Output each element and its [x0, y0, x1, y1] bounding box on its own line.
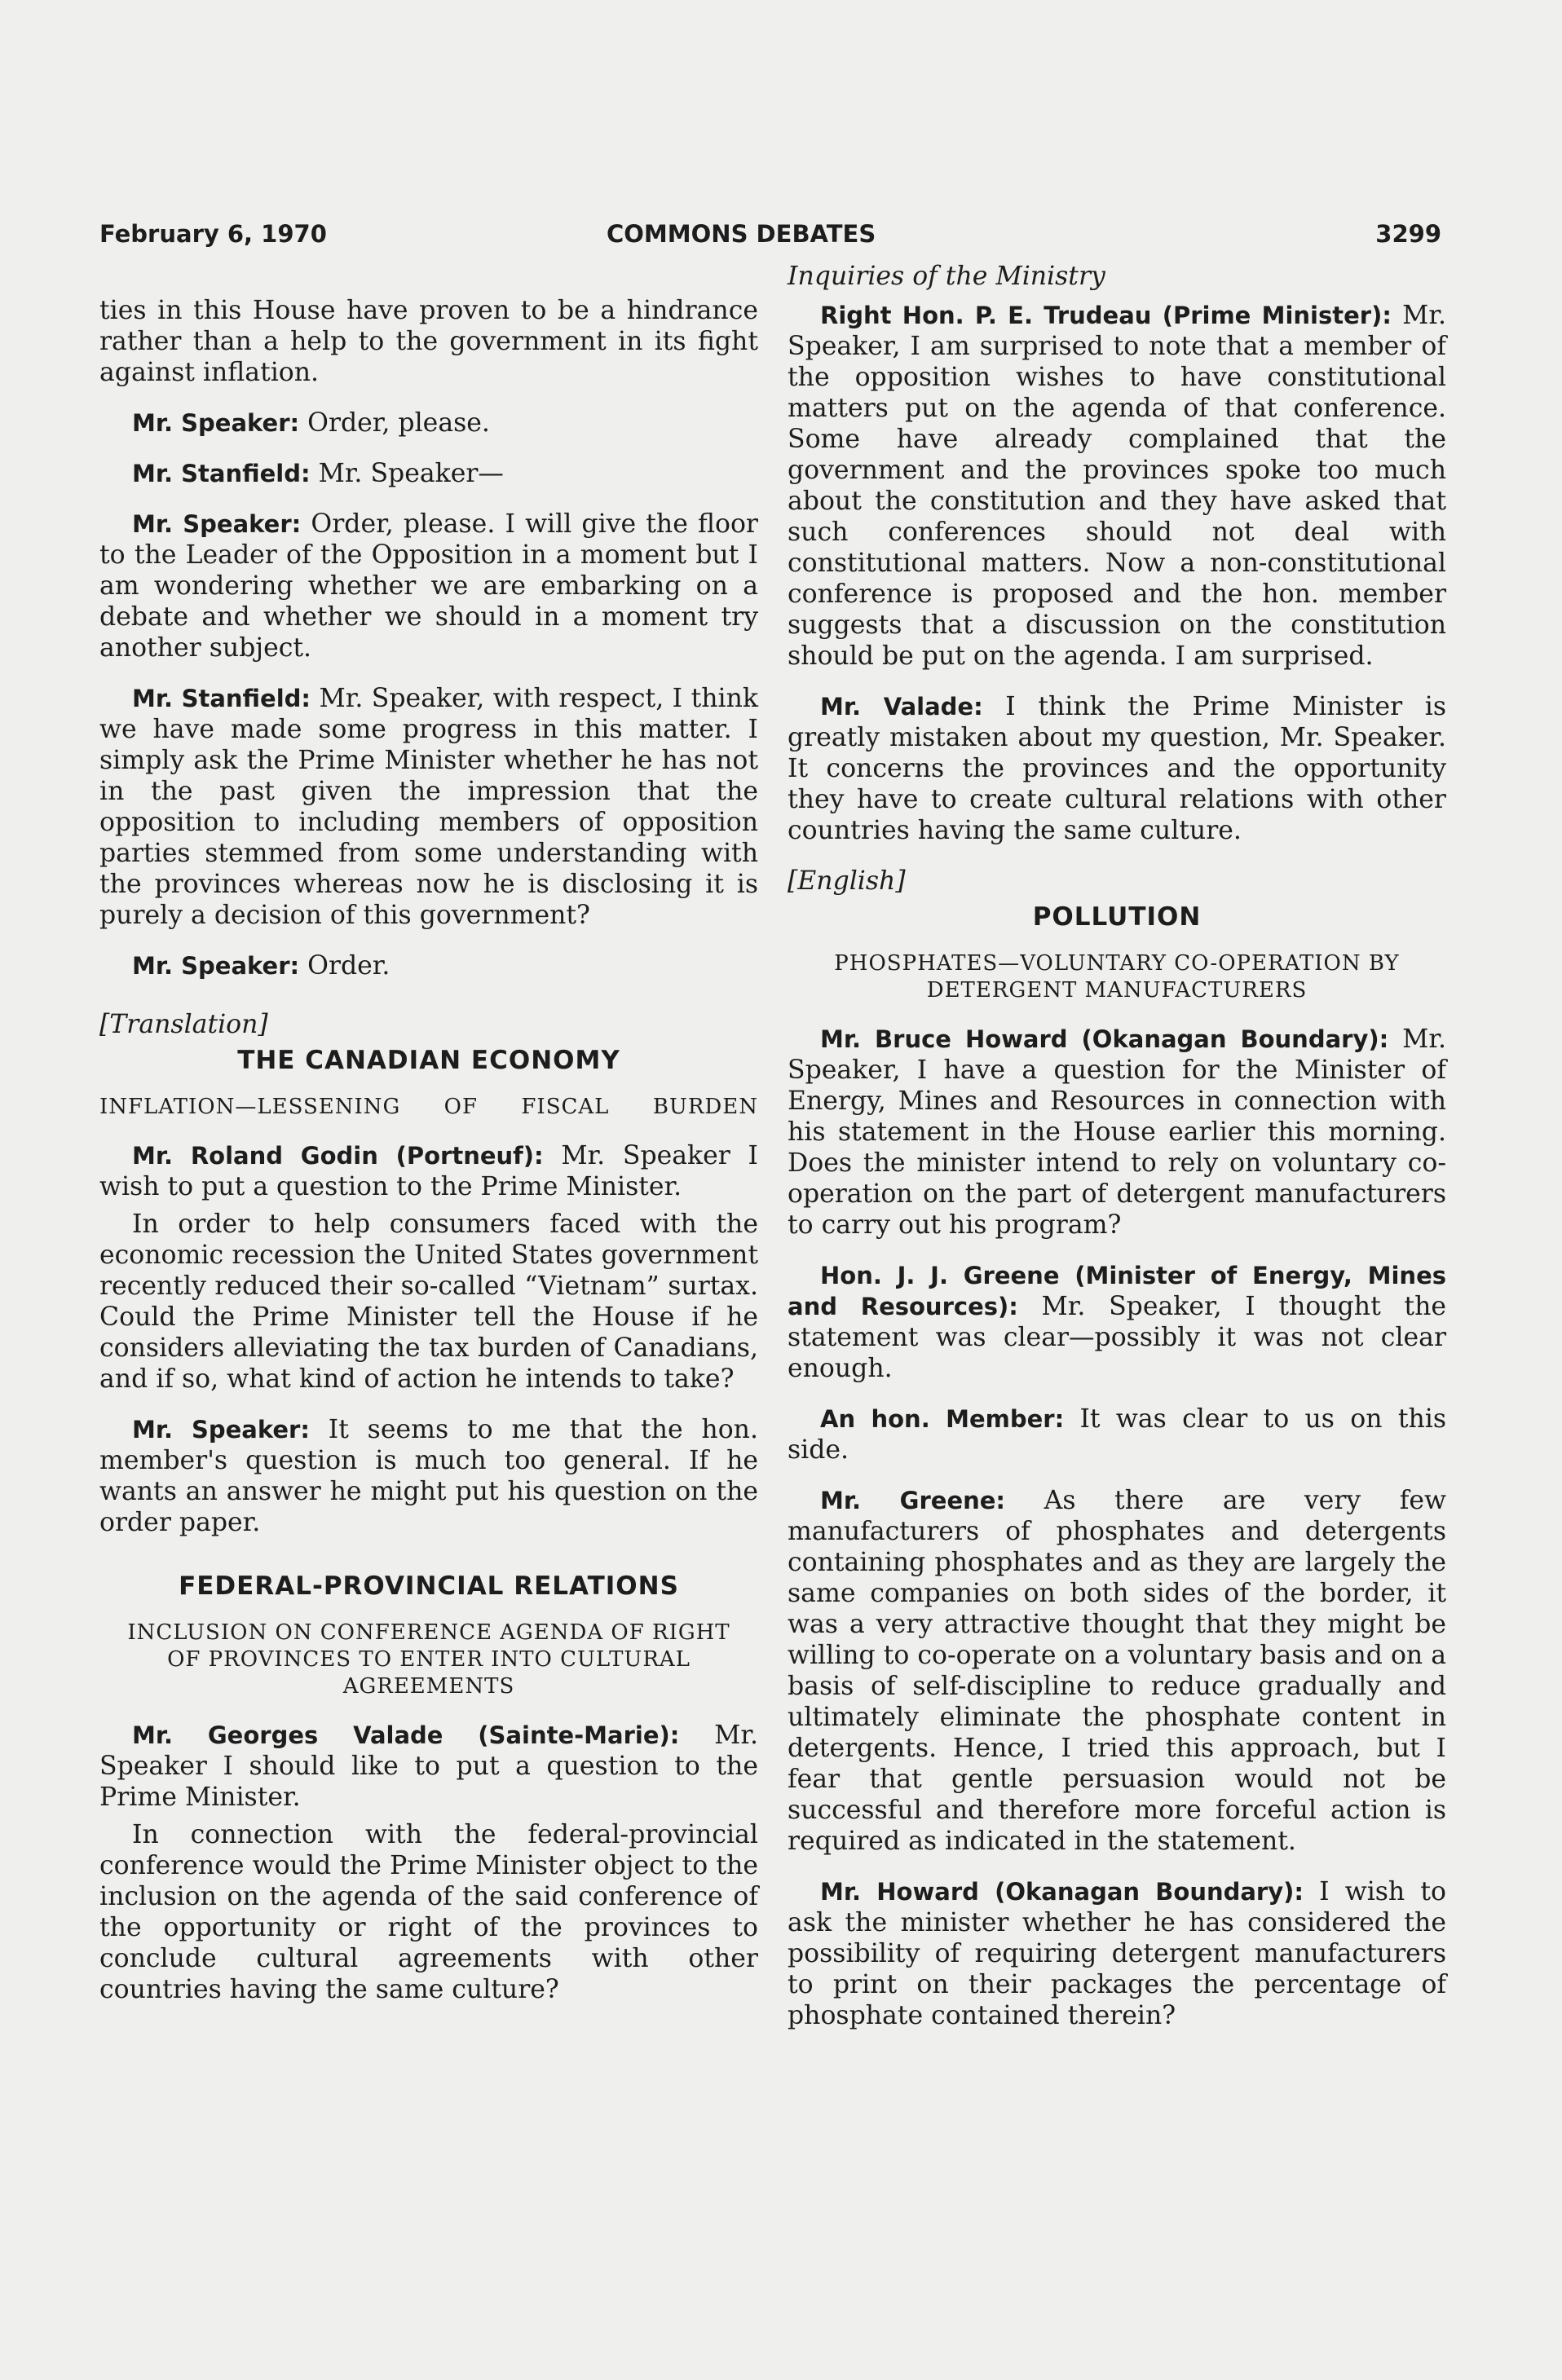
paragraph: Mr. Speaker: Order, please. I will give the floor to the Leader of the Opposition in a moment but I am wondering whether we are embarking on a debate and whether we should in a moment try another subject.: [99, 509, 758, 663]
speaker-name: Mr. Greene:: [820, 1487, 1006, 1514]
speaker-name: Mr. Stanfield:: [132, 460, 311, 487]
paragraph: Mr. Speaker: Order.: [132, 951, 390, 981]
speaker-name: Mr. Georges Valade (Sainte-Marie):: [132, 1721, 680, 1749]
paragraph: In order to help consumers faced with the economic recession the United States government recently reduced their so-called “Vietnam” surtax. Could the Prime Minister tell the House if he considers alleviating the tax burden of Canadians, and if so, what kind of action he intends to take?: [99, 1210, 758, 1394]
speaker-name: Mr. Howard (Okanagan Boundary):: [820, 1878, 1304, 1906]
section-heading: POLLUTION: [1032, 902, 1202, 932]
paragraph: Mr. Greene: As there are very few manufacturers of phosphates and detergents containing phosphates and as they are largely the same companies on both sides of the border, it was a very attractive thought that they might be willing to co-operate on a voluntary basis and on a basis of self-discipline to reduce gradually and ultimately eliminate the phosphate content in detergents. Hence, I tried this approach, but I fear that gentle persuasion would not be successful and therefore more forceful action is required as indicated in the statement.: [788, 1486, 1446, 1856]
speaker-name: Hon. J. J. Greene (Minister of Energy, Mines and Resources):: [788, 1262, 1446, 1320]
speaker-name: Mr. Bruce Howard (Okanagan Boundary):: [820, 1025, 1389, 1053]
paragraph: Hon. J. J. Greene (Minister of Energy, Mines and Resources): Mr. Speaker, I thought the statement was clear—possibly it was not clear enough.: [788, 1262, 1447, 1383]
subsection-heading: PHOSPHATES—VOLUNTARY CO-OPERATION BY DETERGENT MANUFACTURERS: [834, 951, 1400, 1003]
speaker-name: Mr. Valade:: [820, 693, 983, 721]
speaker-name: Mr. Speaker:: [132, 1416, 310, 1443]
speaker-name: Mr. Roland Godin (Portneuf):: [132, 1142, 544, 1170]
right-column: [788, 261, 1446, 2051]
page-number: 3299: [1375, 220, 1441, 248]
speaker-name: Mr. Speaker:: [132, 952, 300, 980]
paragraph: Mr. Speaker: Order, please.: [132, 408, 490, 438]
paragraph: Mr. Speaker: It seems to me that the hon. member's question is much too general. If he wants an answer he might put his question on the order paper.: [99, 1415, 758, 1537]
paragraph: Mr. Georges Valade (Sainte-Marie): Mr. Speaker I should like to put a question to the Prime Minister.: [99, 1721, 758, 1812]
subsection-heading: INCLUSION ON CONFERENCE AGENDA OF RIGHT OF PROVINCES TO ENTER INTO CULTURAL AGREEMENTS: [127, 1620, 730, 1699]
paragraph: Mr. Howard (Okanagan Boundary): I wish to ask the minister whether he has considered the possibility of requiring detergent manufacturers to print on their packages the percentage of phosphate contained therein?: [788, 1877, 1446, 2030]
paragraph: Mr. Stanfield: Mr. Speaker—: [132, 459, 504, 488]
paragraph: Mr. Valade: I think the Prime Minister is greatly mistaken about my question, Mr. Speaker. It concerns the provinces and the opportunity they have to create cultural relations with other countries having the same culture.: [788, 692, 1446, 845]
header-title: COMMONS DEBATES: [607, 220, 876, 248]
speaker-name: Mr. Speaker:: [132, 409, 300, 437]
section-heading: THE CANADIAN ECONOMY: [237, 1046, 620, 1075]
section-heading: FEDERAL-PROVINCIAL RELATIONS: [179, 1571, 679, 1601]
speaker-name: An hon. Member:: [820, 1405, 1065, 1433]
paragraph: Mr. Bruce Howard (Okanagan Boundary): Mr. Speaker, I have a question for the Minister of Energy, Mines and Resources in connection with his statement in the House earlier this morning. Does the minister intend to rely on voluntary co-operation on the part of detergent manufacturers to carry out his program?: [788, 1025, 1446, 1240]
header-date: February 6, 1970: [99, 220, 327, 248]
paragraph: Mr. Stanfield: Mr. Speaker, with respect, I think we have made some progress in this matter. I simply ask the Prime Minister whether he has not in the past given the impression that the opposition to including members of opposition parties stemmed from some understanding with the provinces whereas now he is disclosing it is purely a decision of this government?: [99, 684, 758, 930]
page-header: [99, 220, 1441, 256]
paragraph: ties in this House have proven to be a hindrance rather than a help to the government in its fight against inflation.: [99, 296, 758, 387]
paragraph: Right Hon. P. E. Trudeau (Prime Minister): Mr. Speaker, I am surprised to note that a member of the opposition wishes to have constitutional matters put on the agenda of that conference. Some have already complained that the government and the provinces spoke too much about the constitution and they have asked that such conferences should not deal with constitutional matters. Now a non-constitutional conference is proposed and the hon. member suggests that a discussion on the constitution should be put on the agenda. I am surprised.: [788, 301, 1446, 671]
speaker-name: Mr. Stanfield:: [132, 685, 311, 712]
speaker-name: Mr. Speaker:: [132, 510, 302, 538]
subsection-heading: INFLATION—LESSENING OF FISCAL BURDEN: [99, 1095, 758, 1119]
paragraph: Mr. Roland Godin (Portneuf): Mr. Speaker I wish to put a question to the Prime Minister.: [99, 1141, 758, 1201]
paragraph: An hon. Member: It was clear to us on this side.: [788, 1404, 1446, 1465]
left-column: [99, 295, 758, 2025]
running-head: Inquiries of the Ministry: [788, 262, 1105, 291]
language-tag: [Translation]: [99, 1010, 268, 1039]
speaker-name: Right Hon. P. E. Trudeau (Prime Minister):: [820, 302, 1392, 329]
paragraph: In connection with the federal-provincial conference would the Prime Minister object to the inclusion on the agenda of the said conference of the opportunity or right of the provinces to conclude cultural agreements with other countries having the same culture?: [99, 1820, 758, 2004]
language-tag: [English]: [788, 866, 906, 896]
